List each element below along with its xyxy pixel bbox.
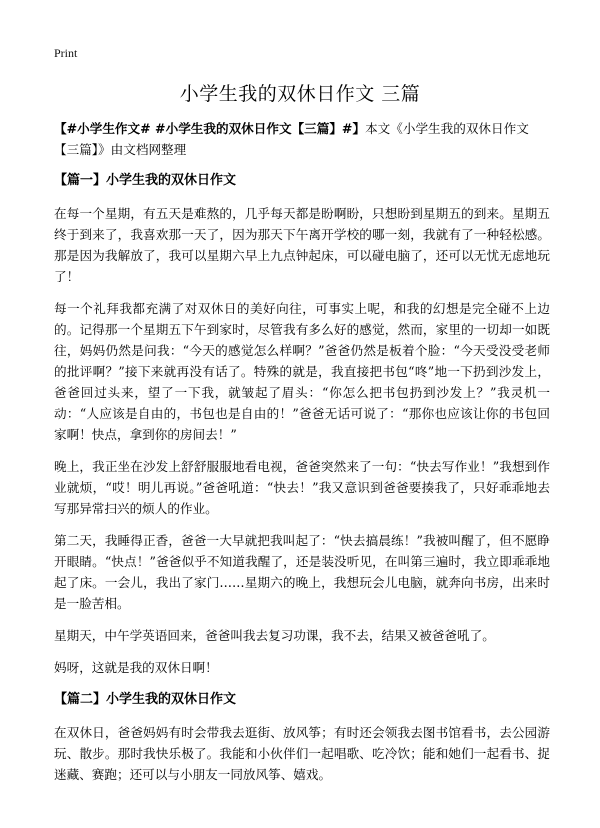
section-heading-2: 【篇二】小学生我的双休日作文	[54, 692, 237, 707]
paragraph: 第二天，我睡得正香，爸爸一大早就把我叫起了：“快去搞晨练！”我被叫醒了，但不愿睁开眼睛。“快点！”爸爸似乎不知道我醒了，还是装没听见，在叫第三遍时，我立即乖乖地起了床。一会儿，我出了家门……星期六的晚上，我想玩会儿电脑，就奔向书房，出来时是一脸苦相。	[54, 533, 550, 611]
intro-tags: 【#小学生作文# #小学生我的双休日作文【三篇】#】	[54, 121, 366, 136]
section-heading-1: 【篇一】小学生我的双休日作文	[54, 173, 237, 188]
paragraph: 每一个礼拜我都充满了对双休日的美好向往，可事实上呢，和我的幻想是完全碰不上边的。记得那一个星期五下午到家时，尽管我有多么好的感觉，然而，家里的一切却一如既往，妈妈仍然是问我：“今天的感觉怎么样啊？”爸爸仍然是板着个脸：“今天受没受老师的批评啊？”接下来就再没有话了。特殊的就是，我直接把书包“咚”地一下扔到沙发上，爸爸回过头来，望了一下我，就皱起了眉头：“你怎么把书包扔到沙发上？”我灵机一动：“人应该是自由的，书包也是自由的！”爸爸无话可说了：“那你也应该让你的书包回家啊！快点，拿到你的房间去！”	[54, 301, 550, 442]
paragraph: 星期天，中午学英语回来，爸爸叫我去复习功课，我不去，结果又被爸爸吼了。	[54, 628, 495, 643]
intro-text: 本文《小学生我的双休日作文【三篇】》由文档网整理	[54, 121, 529, 157]
paragraph: 妈呀，这就是我的双休日啊！	[54, 660, 218, 675]
page-title: 小学生我的双休日作文 三篇	[179, 83, 421, 105]
article-body	[54, 118, 550, 796]
paragraph: 在每一个星期，有五天是难熬的，几乎每天都是盼啊盼，只想盼到星期五的到来。星期五终于到来了，我喜欢那一天了，因为那天下午离开学校的哪一刻，我就有了一种轻松感。那是因为我解放了，我可以星期六早上九点钟起床，可以碰电脑了，还可以无忧无虑地玩了！	[54, 206, 550, 284]
paragraph: 在双休日，爸爸妈妈有时会带我去逛街、放风筝；有时还会领我去图书馆看书，去公园游玩、散步。那时我快乐极了。我能和小伙伴们一起唱歌、吃冷饮；能和她们一起看书、捉迷藏、赛跑；还可以与小朋友一同放风筝、嬉戏。	[54, 725, 550, 782]
article-intro	[54, 118, 550, 160]
paragraph: 晚上，我正坐在沙发上舒舒服服地看电视，爸爸突然来了一句：“快去写作业！”我想到作业就烦，“哎！明儿再说。”爸爸吼道：“快去！”我又意识到爸爸要揍我了，只好乖乖地去写那异常扫兴的烦人的作业。	[54, 459, 550, 516]
print-link[interactable]: Print	[54, 46, 78, 60]
